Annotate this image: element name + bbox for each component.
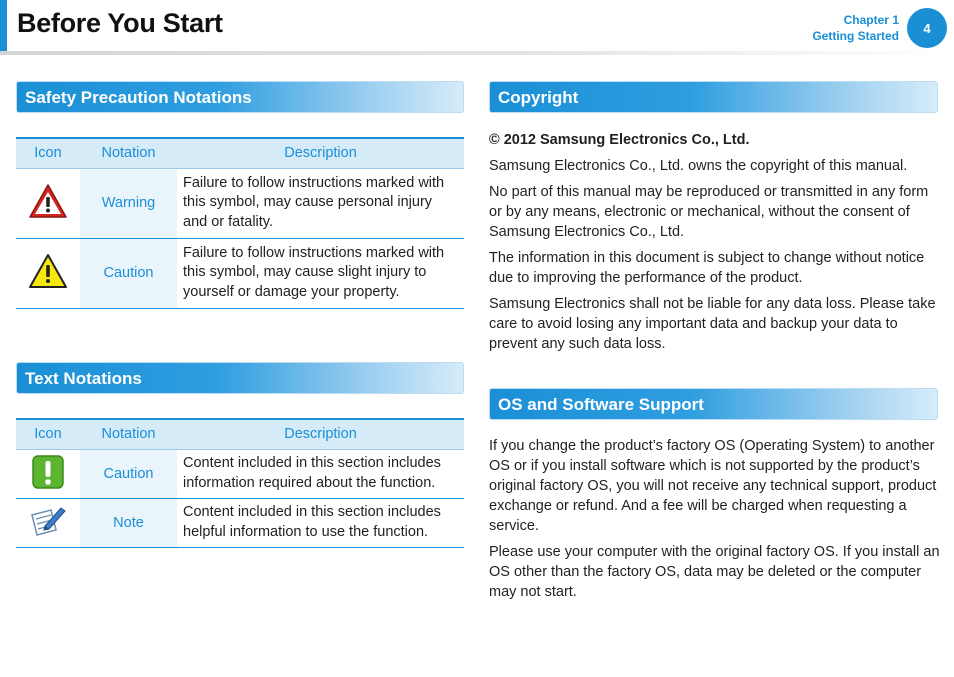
page-title: Before You Start (17, 8, 223, 38)
icon-cell (16, 498, 80, 547)
table-row (16, 498, 464, 547)
col-description: Description (177, 419, 464, 449)
text-notations-table (16, 418, 464, 548)
description-cell: Failure to follow instructions marked with this symbol, may cause personal injury and or fatality. (177, 168, 464, 238)
copyright-paragraph: No part of this manual may be reproduced or transmitted in any form or by any means, electronic or mechanical, without the consent of Samsung Electronics Co., Ltd. (489, 184, 929, 240)
text-notations-heading: Text Notations (16, 362, 464, 394)
warning-icon (28, 183, 68, 219)
exclamation-icon (30, 454, 66, 490)
icon-cell (16, 449, 80, 498)
os-support-paragraph: If you change the product’s factory OS (Operating System) to another OS or if you install software which is not supported by the product’s original factory OS, you will not receive any technical support, product exchange or refund. And a fee will be charged when requesting a service. (489, 438, 937, 534)
note-icon (29, 504, 67, 538)
safety-heading: Safety Precaution Notations (16, 81, 464, 113)
col-notation: Notation (80, 138, 177, 168)
icon-cell (16, 238, 80, 308)
copyright-heading: Copyright (489, 81, 938, 113)
notation-cell: Caution (80, 449, 177, 498)
copyright-paragraph: Samsung Electronics Co., Ltd. owns the copyright of this manual. (489, 158, 908, 174)
chapter-label (812, 12, 899, 44)
notation-cell: Caution (80, 238, 177, 308)
page-number-badge: 4 (907, 8, 947, 48)
chapter-number: Chapter 1 (843, 13, 899, 27)
table-row (16, 449, 464, 498)
table-row (16, 238, 464, 308)
copyright-paragraph: The information in this document is subject to change without notice due to improving the performance of the product. (489, 250, 925, 286)
col-notation: Notation (80, 419, 177, 449)
description-cell: Failure to follow instructions marked with this symbol, may cause slight injury to yourself or damage your property. (177, 238, 464, 308)
os-support-body (489, 436, 941, 608)
col-description: Description (177, 138, 464, 168)
description-cell: Content included in this section includes helpful information to use the function. (177, 498, 464, 547)
copyright-paragraph: Samsung Electronics shall not be liable for any data loss. Please take care to avoid losing any important data and backup your data to prevent any such data loss. (489, 296, 936, 352)
copyright-body (489, 130, 941, 360)
notation-cell: Warning (80, 168, 177, 238)
os-support-heading: OS and Software Support (489, 388, 938, 420)
notation-cell: Note (80, 498, 177, 547)
caution-icon (28, 253, 68, 289)
col-icon: Icon (16, 138, 80, 168)
table-row (16, 168, 464, 238)
safety-table (16, 137, 464, 309)
os-support-paragraph: Please use your computer with the original factory OS. If you install an OS other than the factory OS, data may be deleted or the computer may not start. (489, 544, 940, 600)
col-icon: Icon (16, 419, 80, 449)
header-rule (0, 51, 954, 55)
icon-cell (16, 168, 80, 238)
copyright-line: © 2012 Samsung Electronics Co., Ltd. (489, 132, 750, 148)
text-notations-table-header (16, 419, 464, 449)
description-cell: Content included in this section includes information required about the function. (177, 449, 464, 498)
safety-table-header (16, 138, 464, 168)
chapter-name: Getting Started (812, 29, 899, 43)
header-accent-bar (0, 0, 7, 52)
